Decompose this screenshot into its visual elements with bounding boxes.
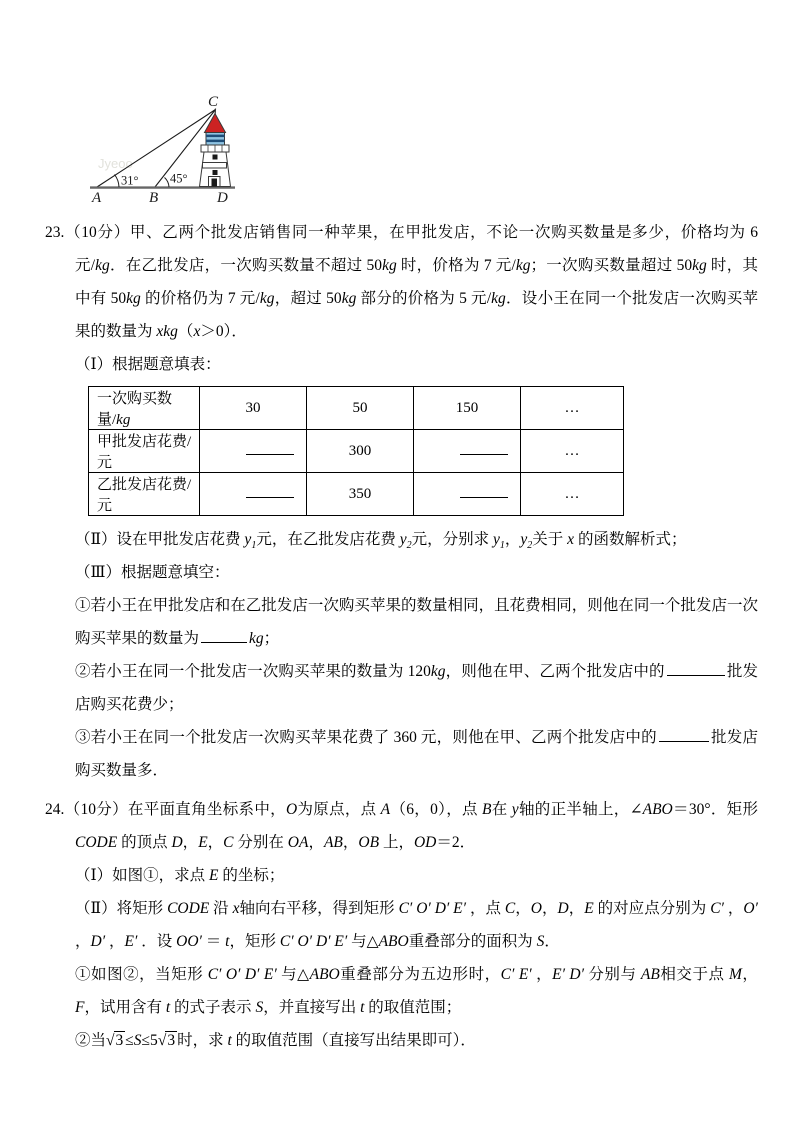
q24-stem: 24.（10分）在平面直角坐标系中，O为原点，点 A（6，0），点 B在 y轴的正半轴上，∠ABO＝30°．矩形 CODE 的顶点 D，E，C 分别在 OA，AB，OB 上，OD＝2．: [45, 801, 758, 851]
angle-arc-a: [115, 175, 120, 188]
q23-table-store-a-label: 甲批发店花费/元: [89, 430, 200, 473]
q23-table-store-a-300: 300: [307, 430, 414, 473]
q24-item-2: ②当√3 ≤S≤5√3 时，求 t 的取值范围（直接写出结果即可）．: [75, 1032, 476, 1049]
q23-table-quantity-label: 一次购买数量/kg: [89, 387, 200, 430]
q23-table-store-a-blank-1: [200, 430, 307, 473]
sqrt-expression: √3: [106, 1032, 124, 1049]
q23-table-store-a-blank-2: [414, 430, 521, 473]
q23-table-store-b-350: 350: [307, 473, 414, 516]
q23-table-store-a-ellipsis: …: [521, 430, 624, 473]
tower-window-1: [213, 155, 218, 160]
tower-window-2: [213, 170, 218, 175]
q23-part1-heading: （Ⅰ）根据题意填表：: [75, 356, 221, 373]
answer-blank: [201, 639, 247, 643]
answer-blank: [246, 451, 294, 455]
q23-item-2: ②若小王在同一个批发店一次购买苹果的数量为 120kg，则他在甲、乙两个批发店中的 批发店购买花费少；: [75, 663, 758, 713]
tower-band: [203, 163, 227, 169]
q24-item-1: ①如图②，当矩形 C′ O′ D′ E′ 与△ABO重叠部分为五边形时，C′ E′ ，E′ D′ 分别与 AB相交于点 M，F，试用含有 t 的式子表示 S，并直接写出 t 的取值范围；: [75, 966, 758, 1016]
angle-label-b: 45°: [170, 171, 188, 186]
point-label-c: C: [208, 94, 219, 110]
q23-table-quantity-ellipsis: …: [521, 387, 624, 430]
lantern-stripe-1: [206, 135, 225, 138]
q23-table-quantity-30: 30: [200, 387, 307, 430]
answer-blank: [246, 494, 294, 498]
q23-item-1: ①若小王在甲批发店和在乙批发店一次购买苹果的数量相同，且花费相同，则他在同一个批发店一次购买苹果的数量为 kg；: [75, 597, 758, 647]
q23-table-quantity-50: 50: [307, 387, 414, 430]
watermark-text: Jyeoo: [98, 156, 133, 171]
q23-table-store-b-blank-2: [414, 473, 521, 516]
point-label-b: B: [149, 190, 159, 206]
point-label-a: A: [92, 190, 102, 206]
lighthouse-lantern: [206, 133, 225, 146]
q23-table-row-quantity: [89, 387, 624, 430]
lantern-stripe-2: [206, 140, 225, 143]
answer-blank: [460, 494, 508, 498]
q23-part2: （Ⅱ）设在甲批发店花费 $y_1$元，在乙批发店花费 $y_2$元，分别求 $y_1$，$y_2$关于 x 的函数解析式；: [75, 531, 687, 552]
q23-table-store-b-label: 乙批发店花费/元: [89, 473, 200, 516]
answer-blank: [460, 451, 508, 455]
q23-table-row-store-b: [89, 473, 624, 516]
q24-part2: （Ⅱ）将矩形 CODE 沿 x轴向右平移，得到矩形 C′ O′ D′ E′ ，点 C，O，D，E 的对应点分别为 C′ ，O′ ，D′ ，E′ ．设 OO′ ＝ t，矩形 C′ O′ D′ E′ 与△ABO重叠部分的面积为 S．: [75, 900, 758, 950]
lighthouse-roof-icon: [205, 114, 226, 133]
lighthouse-door: [212, 179, 218, 187]
lighthouse-figure: [80, 92, 245, 206]
angle-label-a: 31°: [121, 173, 139, 188]
angle-arc-b: [165, 178, 170, 188]
q23-table-quantity-150: 150: [414, 387, 521, 430]
q23-table: [88, 386, 624, 516]
q23-part3-heading: （Ⅲ）根据题意填空：: [75, 564, 230, 581]
sqrt-expression: √3: [157, 1032, 176, 1049]
q23-table-store-b-ellipsis: …: [521, 473, 624, 516]
q23-stem: 23.（10分）甲、乙两个批发店销售同一种苹果，在甲批发店，不论一次购买数量是多少，价格均为 6 元/kg．在乙批发店，一次购买数量不超过 50kg 时，价格为 7 元/kg；一次购买数量超过 50kg 时，其中有 50kg 的价格仍为 7 元/kg，超过 50kg 部分的价格为 5 元/kg．设小王在同一个批发店一次购买苹果的数量为 xkg（x＞0）．: [45, 224, 758, 340]
answer-blank: [659, 738, 709, 742]
q24-part1: （Ⅰ）如图①，求点 E 的坐标；: [75, 867, 285, 884]
q23-table-row-store-a: [89, 430, 624, 473]
point-label-d: D: [217, 190, 228, 206]
q23-table-store-b-blank-1: [200, 473, 307, 516]
answer-blank: [667, 672, 725, 676]
lighthouse-figure-svg: [80, 92, 245, 206]
q23-item-3: ③若小王在同一个批发店一次购买苹果花费了 360 元，则他在甲、乙两个批发店中的 批发店购买数量多．: [75, 729, 758, 779]
